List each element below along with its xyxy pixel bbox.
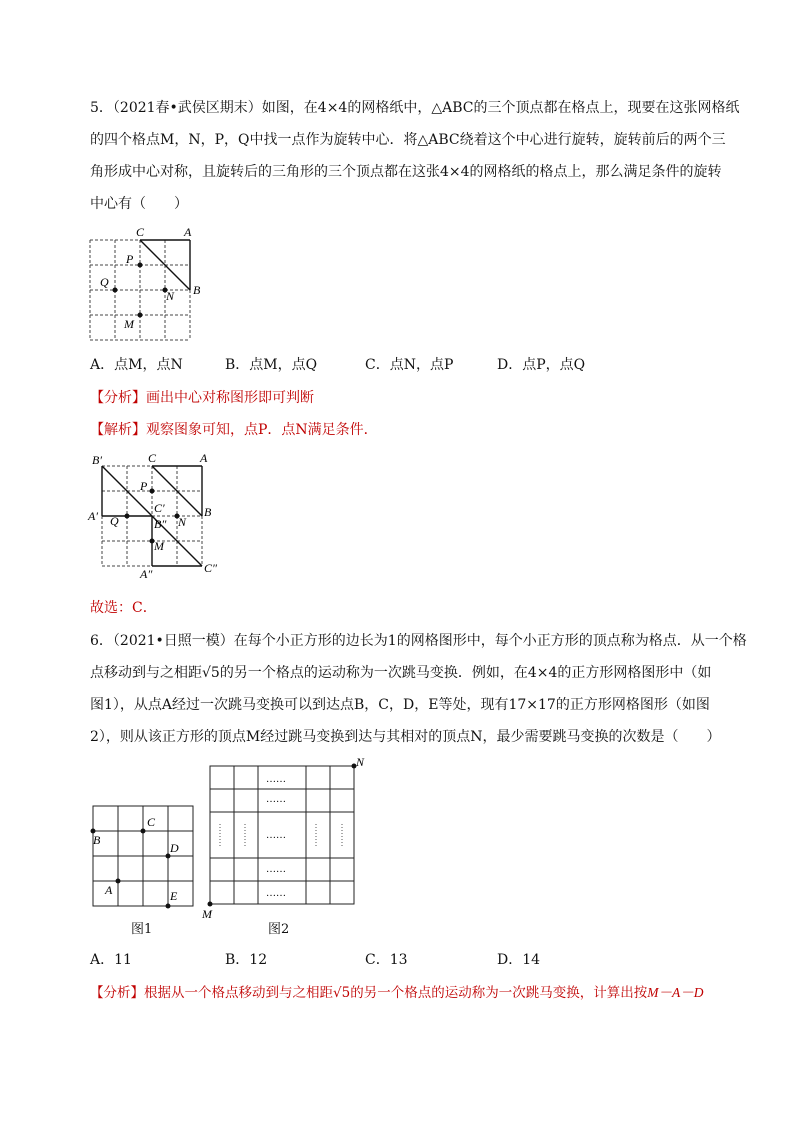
label-a: A <box>184 225 192 239</box>
svg-text:A: A <box>105 883 113 897</box>
q6-stem-line-2: 点移动到与之相距√5的另一个格点的运动称为一次跳马变换．例如，在4×4的正方形网格图形中（如 <box>90 665 712 681</box>
solution-text: 观察图象可知，点P．点N满足条件． <box>146 422 378 438</box>
q5-stem-line-4: 中心有（ ） <box>90 196 188 212</box>
svg-text:B: B <box>93 833 101 847</box>
svg-text:B: B <box>204 505 212 519</box>
q5-stem-line-1: 5．（2021春•武侯区期末）如图，在4×4的网格纸中，△ABC的三个顶点都在格点上，现要在这张网格纸 <box>90 100 740 116</box>
label-b: B <box>193 283 201 297</box>
label-n: N <box>166 289 175 303</box>
q5-stem-line-3: 角形成中心对称，且旋转后的三角形的三个顶点都在这张4×4的网格纸的格点上，那么满足条件的旋转 <box>90 164 722 180</box>
label-q: Q <box>100 275 109 289</box>
sqrt-5: √5 <box>202 665 220 681</box>
svg-text:A: A <box>200 451 208 465</box>
svg-text:A″: A″ <box>140 567 153 581</box>
q6-option-a[interactable]: A．11 <box>90 952 132 968</box>
svg-text:……: …… <box>266 794 286 805</box>
svg-text:C: C <box>147 815 156 829</box>
svg-text:N: N <box>178 515 187 529</box>
svg-text:……: …… <box>266 774 286 785</box>
q6-figure-2 <box>196 756 371 920</box>
solution-tag: 【解析】 <box>90 422 146 438</box>
point-m <box>138 313 143 318</box>
svg-text:M: M <box>202 907 212 920</box>
q6-fig1-caption: 图1 <box>131 922 153 937</box>
q6-option-b[interactable]: B．12 <box>225 952 268 968</box>
q6-figure-1 <box>85 798 197 918</box>
analysis-tag: 【分析】 <box>90 390 146 406</box>
svg-text:B′: B′ <box>92 453 102 467</box>
point-q <box>113 288 118 293</box>
q5-option-b[interactable]: B．点M，点Q <box>225 357 318 373</box>
label-c: C <box>136 225 145 239</box>
svg-text:……: …… <box>266 888 286 899</box>
svg-text:C″: C″ <box>204 561 218 575</box>
q6-stem-line-3: 图1），从点A经过一次跳马变换可以到达点B，C，D，E等处，现有17×17的正方形网格图形（如图 <box>90 697 710 713</box>
svg-text:M: M <box>154 539 164 553</box>
q6-stem-line-4: 2），则从该正方形的顶点M经过跳马变换到达与其相对的顶点N，最少需要跳马变换的次数是（ ） <box>90 729 721 745</box>
svg-text:P: P <box>140 479 148 493</box>
q6-option-c[interactable]: C．13 <box>365 952 408 968</box>
svg-text:……: …… <box>266 864 286 875</box>
q5-solution-figure <box>84 448 234 582</box>
q6-stem-line-1: 6．（2021•日照一模）在每个小正方形的边长为1的网格图形中，每个小正方形的顶点称为格点．从一个格 <box>90 633 747 649</box>
answer-tag: 故选： <box>90 600 132 616</box>
analysis-text: 画出中心对称图形即可判断 <box>146 390 314 406</box>
q5-option-d[interactable]: D．点P，点Q <box>497 357 586 373</box>
svg-text:C: C <box>148 451 157 465</box>
q5-grid-figure <box>80 224 210 344</box>
svg-text:……: …… <box>266 830 286 841</box>
svg-text:D: D <box>170 841 179 855</box>
svg-text:E: E <box>170 889 178 903</box>
point-p <box>138 263 143 268</box>
q5-solution <box>90 420 378 440</box>
q5-stem-line-2: 的四个格点M，N，P，Q中找一点作为旋转中心．将△ABC绕着这个中心进行旋转，旋转前后的两个三 <box>90 132 726 148</box>
q6-analysis: 【分析】根据从一个格点移动到与之相距√5的另一个格点的运动称为一次跳马变换，计算出按M－A－D <box>90 985 704 1001</box>
q6-fig2-caption: 图2 <box>268 922 290 937</box>
svg-text:Q: Q <box>110 514 119 528</box>
svg-text:N: N <box>356 756 365 769</box>
q5-answer <box>90 598 157 618</box>
q6-option-d[interactable]: D．14 <box>497 952 541 968</box>
q5-option-c[interactable]: C．点N，点P <box>365 357 454 373</box>
svg-text:B″: B″ <box>154 517 167 531</box>
q5-option-a[interactable]: A．点M，点N <box>90 357 183 373</box>
label-m: M <box>124 317 134 331</box>
svg-text:A′: A′ <box>88 509 98 523</box>
q5-analysis <box>90 388 314 408</box>
svg-text:C′: C′ <box>154 501 165 515</box>
answer-value: C． <box>132 600 157 616</box>
label-p: P <box>126 252 134 266</box>
